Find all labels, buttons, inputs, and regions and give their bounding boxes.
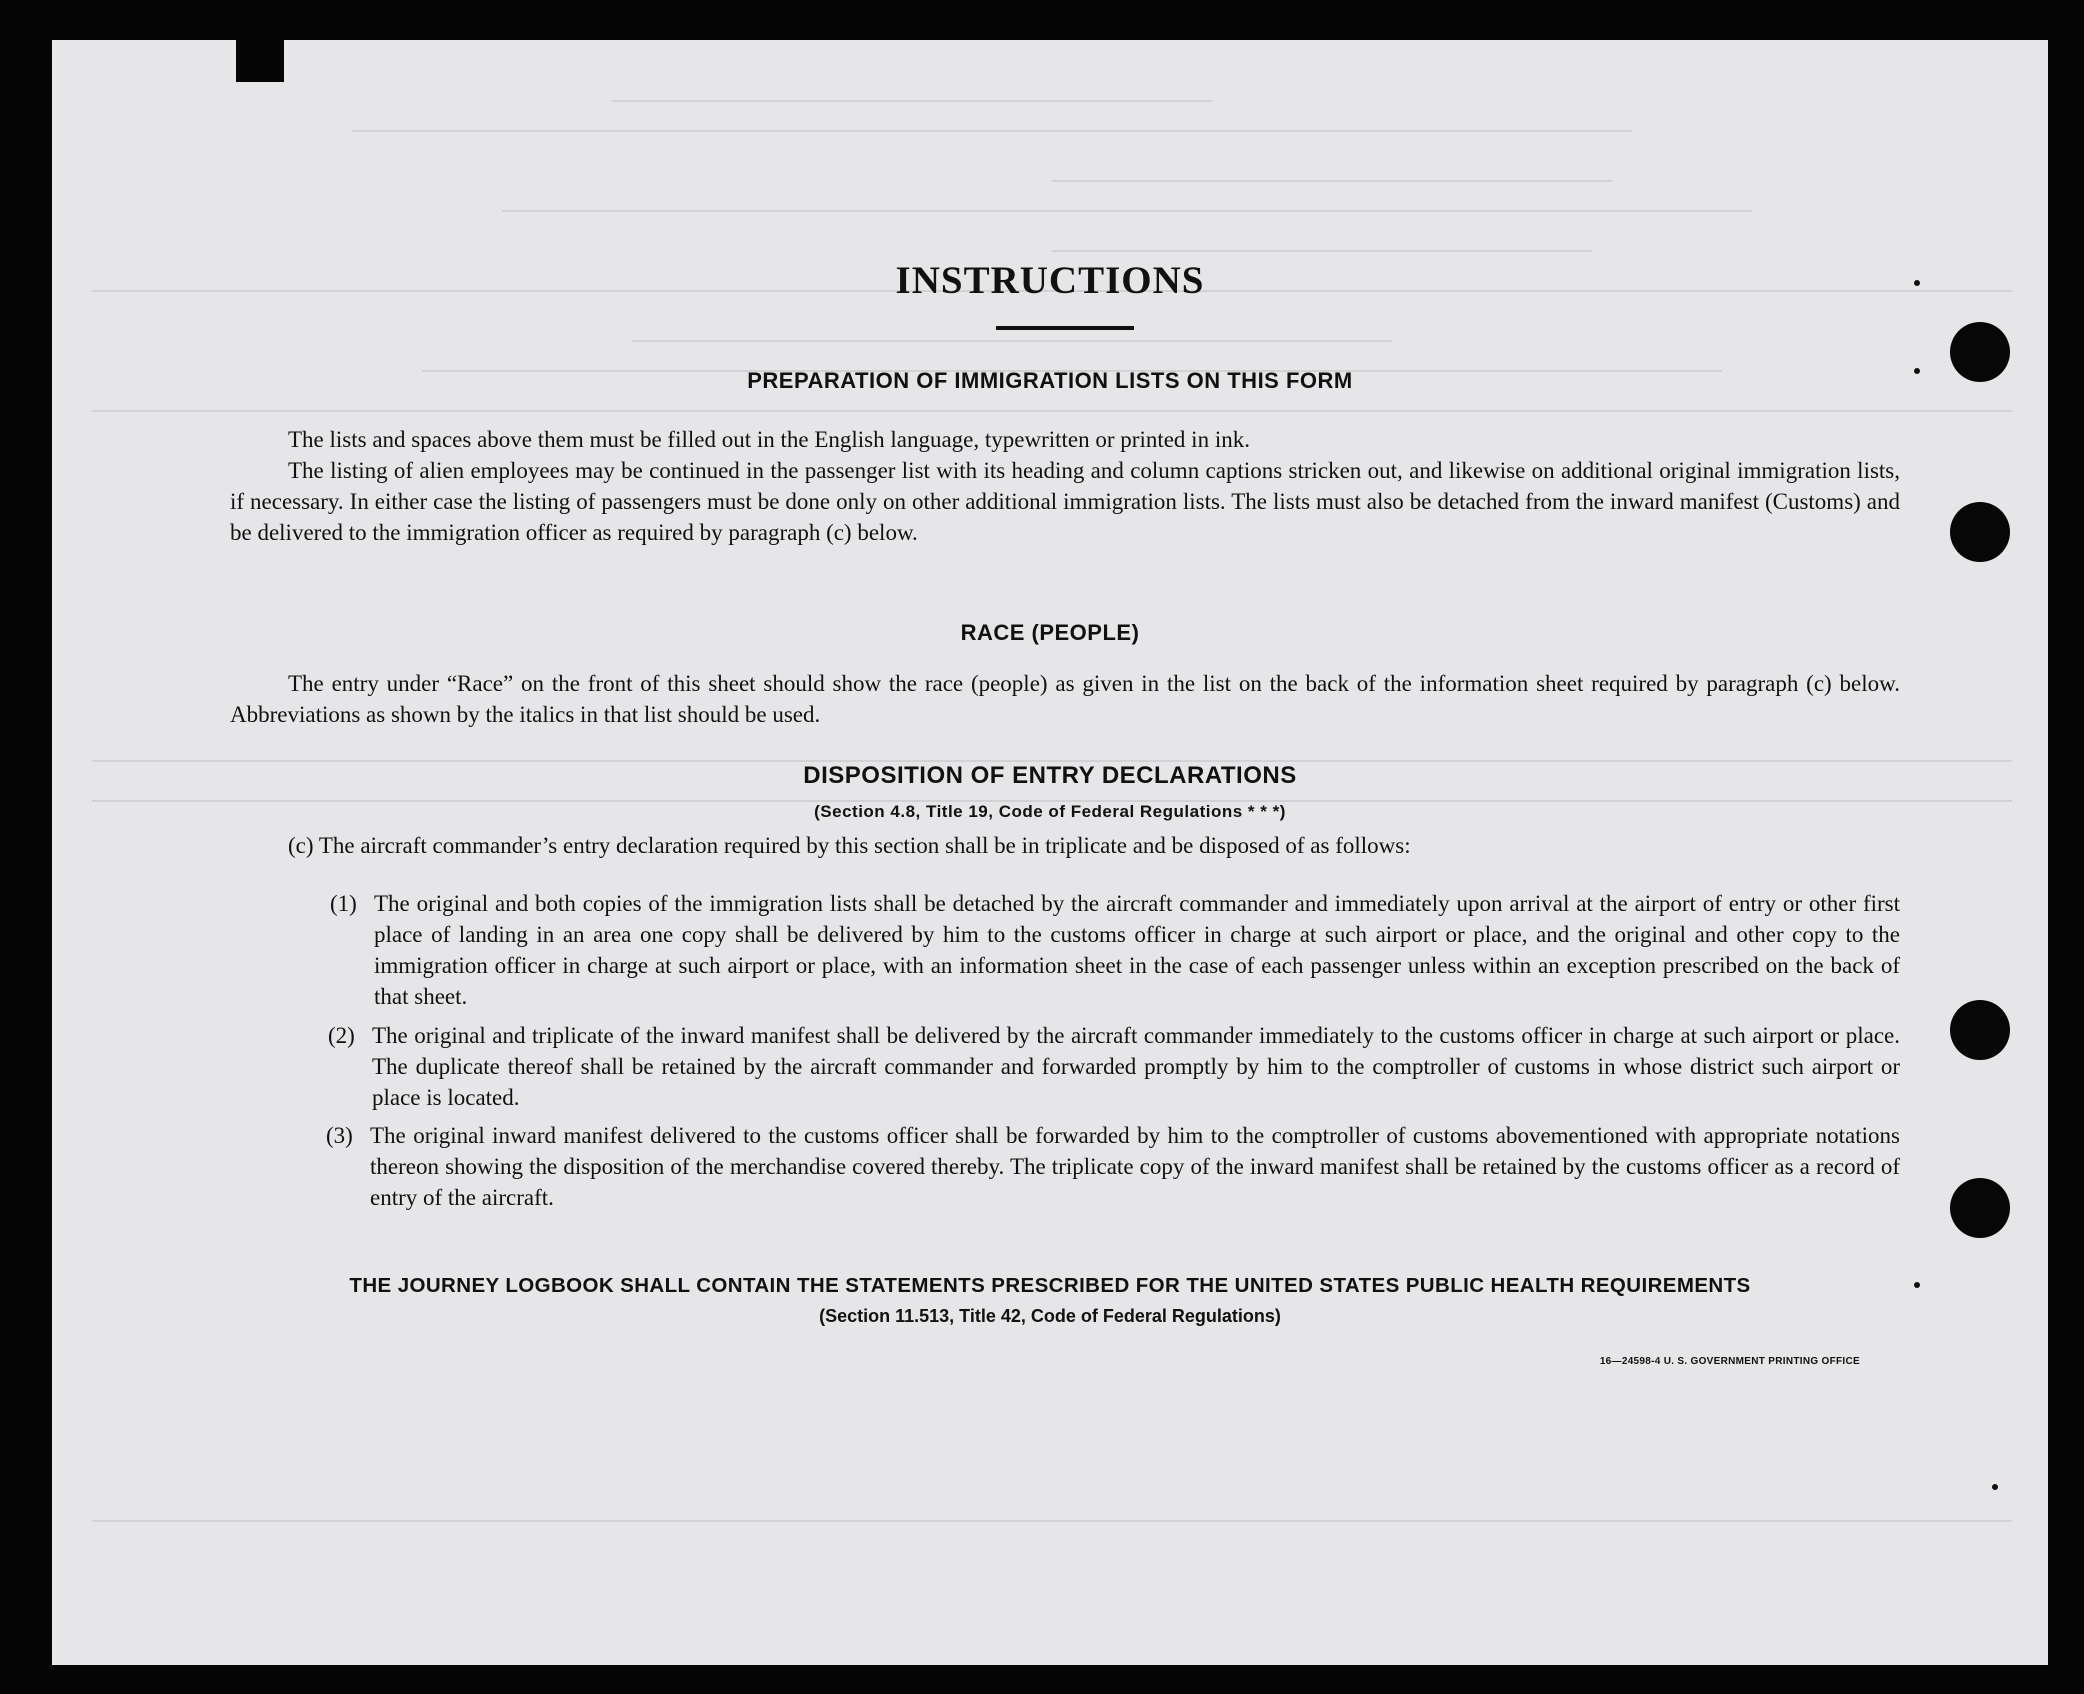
section-heading-preparation: PREPARATION OF IMMIGRATION LISTS ON THIS FORM — [747, 368, 1353, 393]
page-title: INSTRUCTIONS — [895, 259, 1205, 302]
printer-imprint: 16—24598-4 U. S. GOVERNMENT PRINTING OFFICE — [1599, 1356, 1860, 1367]
disposition-citation: (Section 4.8, Title 19, Code of Federal Regulations * * *) — [814, 802, 1286, 821]
list-item-number: (3) — [326, 1123, 353, 1148]
list-item-2 — [328, 1020, 1900, 1113]
instructions-content — [52, 40, 2048, 1665]
list-item-text: The original and triplicate of the inward manifest shall be delivered by the aircraft commander immediately to the customs officer in charge at such airport or place. The duplicate thereof shall be retained by the aircraft commander and forwarded promptly by him to the comptroller of customs in whose district such airport or place is located. — [372, 1023, 1900, 1110]
list-item-1 — [330, 888, 1900, 1012]
list-item-number: (2) — [328, 1023, 355, 1048]
paragraph-race: The entry under “Race” on the front of this sheet should show the race (people) as given in the list on the back of the information sheet required by paragraph (c) below. Abbreviations as shown by the italics in that list should be used. — [230, 671, 1900, 727]
paragraph-language: The lists and spaces above them must be filled out in the English language, typewritten or printed in ink. — [288, 427, 1250, 452]
paragraph-alien-employees: The listing of alien employees may be continued in the passenger list with its heading and column captions stricken out, and likewise on additional original immigration lists, if necessary. In either case the listing of passengers must be done only on other additional immigration lists. The lists must also be detached from the inward manifest (Customs) and be delivered to the immigration officer as required by paragraph (c) below. — [230, 458, 1900, 545]
logbook-requirement: THE JOURNEY LOGBOOK SHALL CONTAIN THE STATEMENTS PRESCRIBED FOR THE UNITED STATES PUBLIC HEALTH REQUIREMENTS — [349, 1274, 1751, 1297]
section-heading-race: RACE (PEOPLE) — [960, 620, 1140, 645]
list-item-3 — [326, 1120, 1900, 1213]
list-item-text: The original and both copies of the immigration lists shall be detached by the aircraft commander and immediately upon arrival at the airport of entry or other first place of landing in an area one copy shall be delivered by him to the customs officer in charge at such airport or place, and the original and other copy to the immigration officer in charge at such airport or place, with an information sheet in the case of each passenger unless within an exception prescribed on the back of that sheet. — [374, 891, 1900, 1009]
section-heading-disposition: DISPOSITION OF ENTRY DECLARATIONS — [803, 762, 1297, 789]
paragraph-c-intro: (c) The aircraft commander’s entry declaration required by this section shall be in triplicate and be disposed of as follows: — [288, 833, 1411, 858]
list-item-number: (1) — [330, 891, 357, 916]
list-item-text: The original inward manifest delivered to the customs officer shall be forwarded by him to the comptroller of customs abovementioned with appropriate notations thereon showing the disposition of the merchandise covered thereby. The triplicate copy of the inward manifest shall be retained by the customs officer as a record of entry of the aircraft. — [370, 1123, 1900, 1210]
logbook-citation: (Section 11.513, Title 42, Code of Federal Regulations) — [819, 1306, 1281, 1326]
title-rule — [996, 326, 1134, 330]
